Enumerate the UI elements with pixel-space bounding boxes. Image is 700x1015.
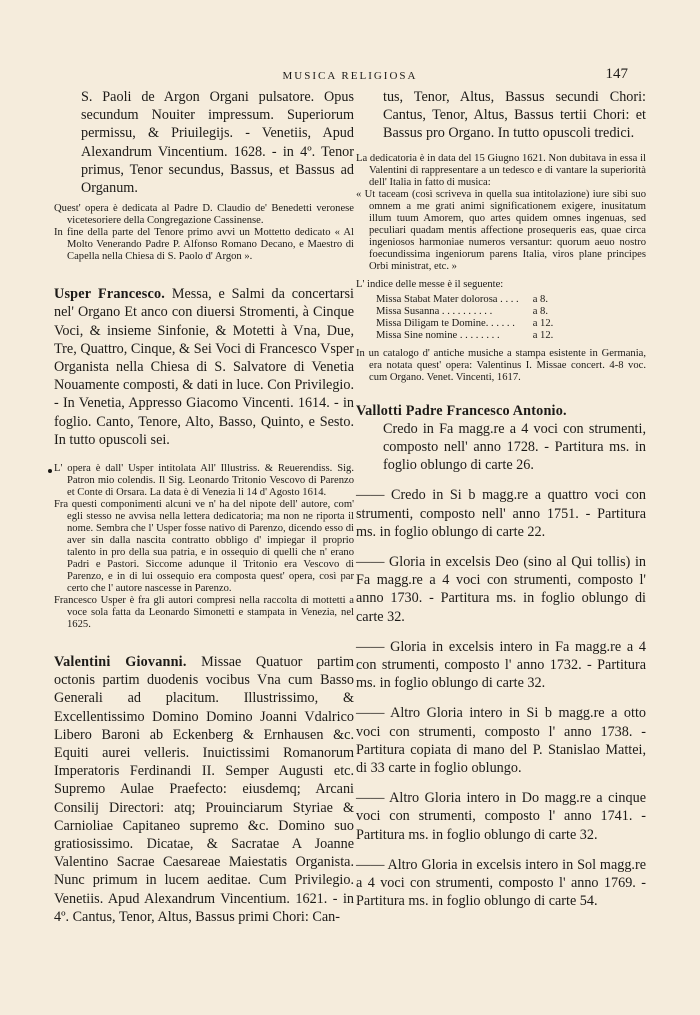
note: L' opera è dall' Usper intitolata All' Illustriss. & Reuerendiss. Sig. Patron mio colendis. Il Sig. Leonardo Tritonio Vescovo di Parenzo et Conte di Orsara. La data è di Venezia li 14 d' Agosto 1614. [54, 463, 354, 499]
page-number: 147 [605, 66, 628, 82]
right-column [356, 88, 646, 910]
mass-voices: a 8. [532, 293, 548, 305]
table-row [376, 294, 553, 306]
mass-voices: a 12. [532, 317, 554, 329]
mass-title: Missa Susanna . . . . . . . . . . [376, 305, 493, 317]
entry-continuation: tus, Tenor, Altus, Bassus secundi Chori: Cantus, Tenor, Altus, Bassus tertii Chori: et Bassus pro Organo. In tutto opuscoli tredici. [383, 89, 646, 142]
entry-valentini [54, 653, 354, 926]
entry-heading: Valentini Giovanni. [54, 654, 187, 671]
mass-index-table [376, 294, 553, 342]
entry-text: Missae Quatuor partim octonis partim duodenis vocibus Vna cum Basso Generali ad placitum. Illustrissimo, & Excellentissimo Domino Domino Joanni Vdalrico Libero Baroni ab Eckenberg & Ernhausen &c. Equiti aurei velleris. Inuictissimi Romanorum Imperatoris Ferdinandi II. Semper Augusti etc. Supremo Aulae Praefecto: eiusdemq; Arcani Consilij Directori: atq; Prouinciarum Styriae & Carnioliae Capitaneo supremo &c. Domino suo gratiosissimo. Dicatae, & Sacratae A Joanne Valentino Sacrae Caesareae Maiestatis Organista. Nunc primum in lucem aeditae. Cum Privilegio. Venetiis. Apud Alexandrum Vincentium. 1621. - in 4º. Cantus, Tenor, Altus, Bassus primi Chori: Can- [54, 654, 354, 925]
note: In un catalogo d' antiche musiche a stampa esistente in Germania, era notata quest' opera: Valentinus I. Missae concert. 4-8 voc. cum Organo. Venet. Vincenti, 1617. [356, 347, 646, 383]
mass-title: Missa Stabat Mater dolorosa . . . . [376, 293, 519, 305]
entry-vallotti [356, 402, 646, 420]
note: Quest' opera è dedicata al Padre D. Claudio de' Benedetti veronese vicetesoriere della Congregazione Cassinense. [54, 203, 354, 227]
entry-item: —— Altro Gloria in excelsis intero in Sol magg.re a 4 voci con strumenti, composto l' anno 1769. - Partitura ms. in foglio oblungo di carte 54. [356, 856, 646, 910]
mass-voices: a 12. [532, 329, 554, 341]
entry-usper [54, 285, 354, 449]
table-row [376, 330, 553, 342]
entry-text: Credo in Fa magg.re a 4 voci con strumenti, composto nell' anno 1728. - Partitura ms. in foglio oblungo di carte 26. [383, 420, 646, 474]
table-row [376, 318, 553, 330]
note: La dedicatoria è in data del 15 Giugno 1621. Non dubitava in essa il Valentini di rappresentare a un tedesco e di vantare la superiorità dell' Italia in fatto di musica: [356, 152, 646, 188]
table-row [376, 306, 553, 318]
mass-title: Missa Sine nomine . . . . . . . . [376, 329, 500, 341]
entry-item: —— Altro Gloria intero in Do magg.re a cinque voci con strumenti, composto l' anno 1741. - Partitura ms. in foglio oblungo di carte 32. [356, 790, 646, 843]
entry-heading: Vallotti Padre Francesco Antonio. [356, 402, 567, 419]
mass-title: Missa Diligam te Domine. . . . . . [376, 317, 515, 329]
entry-item: —— Altro Gloria intero in Si b magg.re a otto voci con strumenti, composto l' anno 1738. - Partitura copiata di mano del P. Stanislao Mattei, di 33 carte in foglio oblungo. [356, 705, 646, 777]
entry-item: —— Gloria in excelsis Deo (sino al Qui tollis) in Fa magg.re a 4 voci con strumenti, composto l' anno 1730. - Partitura ms. in foglio oblungo di carte 32. [356, 554, 646, 625]
mass-voices: a 8. [532, 305, 548, 317]
entry-item: —— Gloria in excelsis intero in Fa magg.re a 4 con strumenti, composto l' anno 1732. - Partitura ms. in foglio oblungo di carte 32. [356, 638, 646, 692]
entry-heading: Usper Francesco. [54, 286, 166, 303]
margin-mark [48, 469, 52, 473]
note: Fra questi componimenti alcuni ve n' ha del nipote dell' autore, com' egli stesso ne avvisa nella lettera dedicatoria; ma non ne riporta il nome. Sembra che l' Usper fosse nativo di Parenzo, dicendo esso di aver sin dalla nascita contratto obbligo d' impiegar il proprio talento in pro della sua patria, e in ossequio di quelli che n' erano Padri e Pastori. Siccome adunque il Tritonio era Vescovo di Parenzo, e in di lui ossequio era composta quest' opera, così par certo che l' autore nascesse in Parenzo. [54, 499, 354, 595]
quotation: « Ut taceam (così scriveva in quella sua intitolazione) iure sibi suo omnem a me grati animi significationem exigere, inusitatum illum tuum Amorem, quo artes quidem omnes ingenuas, sed peculiari quadam mentis affectione prosequeris eas, quae circa ingeniosos harmoniae numeros versantur: quorum aeuo nostro foecundissima ingeniorum parens Italia, viros plane principes Orbi ministrat, etc. » [356, 188, 646, 272]
running-header: MUSICA RELIGIOSA [282, 70, 418, 82]
entry-continuation: S. Paoli de Argon Organi pulsatore. Opus secundum Nouiter impressum. Superiorum permissu, & Priuilegijs. - Venetiis, Apud Alexandrum Vincentium. 1628. - in 4º. Tenor primus, Tenor secundus, Bassus, et Bassus ad Organum. [81, 89, 354, 197]
note: L' indice delle messe è il seguente: [356, 278, 504, 290]
entry-item: —— Credo in Si b magg.re a quattro voci con strumenti, composto nell' anno 1751. - Partitura ms. in foglio oblungo di carte 22. [356, 487, 646, 540]
left-column [54, 88, 354, 926]
note: In fine della parte del Tenore primo avvi un Mottetto dedicato « Al Molto Venerando Padre P. Alfonso Romano Decano, e Maestro di Capella nella Chiesa di S. Paolo d' Argon ». [54, 227, 354, 263]
note: Francesco Usper è fra gli autori compresi nella raccolta di mottetti a voce sola fatta da Leonardo Simonetti e stampata in Venezia, nel 1625. [54, 595, 354, 631]
entry-text: Messa, e Salmi da concertarsi nel' Organo Et anco con diuersi Stromenti, à Cinque Voci, & insieme Sinfonie, & Motetti à Vna, Due, Tre, Quattro, Cinque, & Sei Voci di Francesco Vsper Organista nella Chiesa di S. Salvatore di Venetia Nouamente composti, & dati in luce. Con Privilegio. - In Venetia, Appresso Giacomo Vincenti. 1614. - in foglio. Canto, Tenore, Alto, Basso, Quinto, e Sesto. In tutto opuscoli sei. [54, 286, 354, 448]
